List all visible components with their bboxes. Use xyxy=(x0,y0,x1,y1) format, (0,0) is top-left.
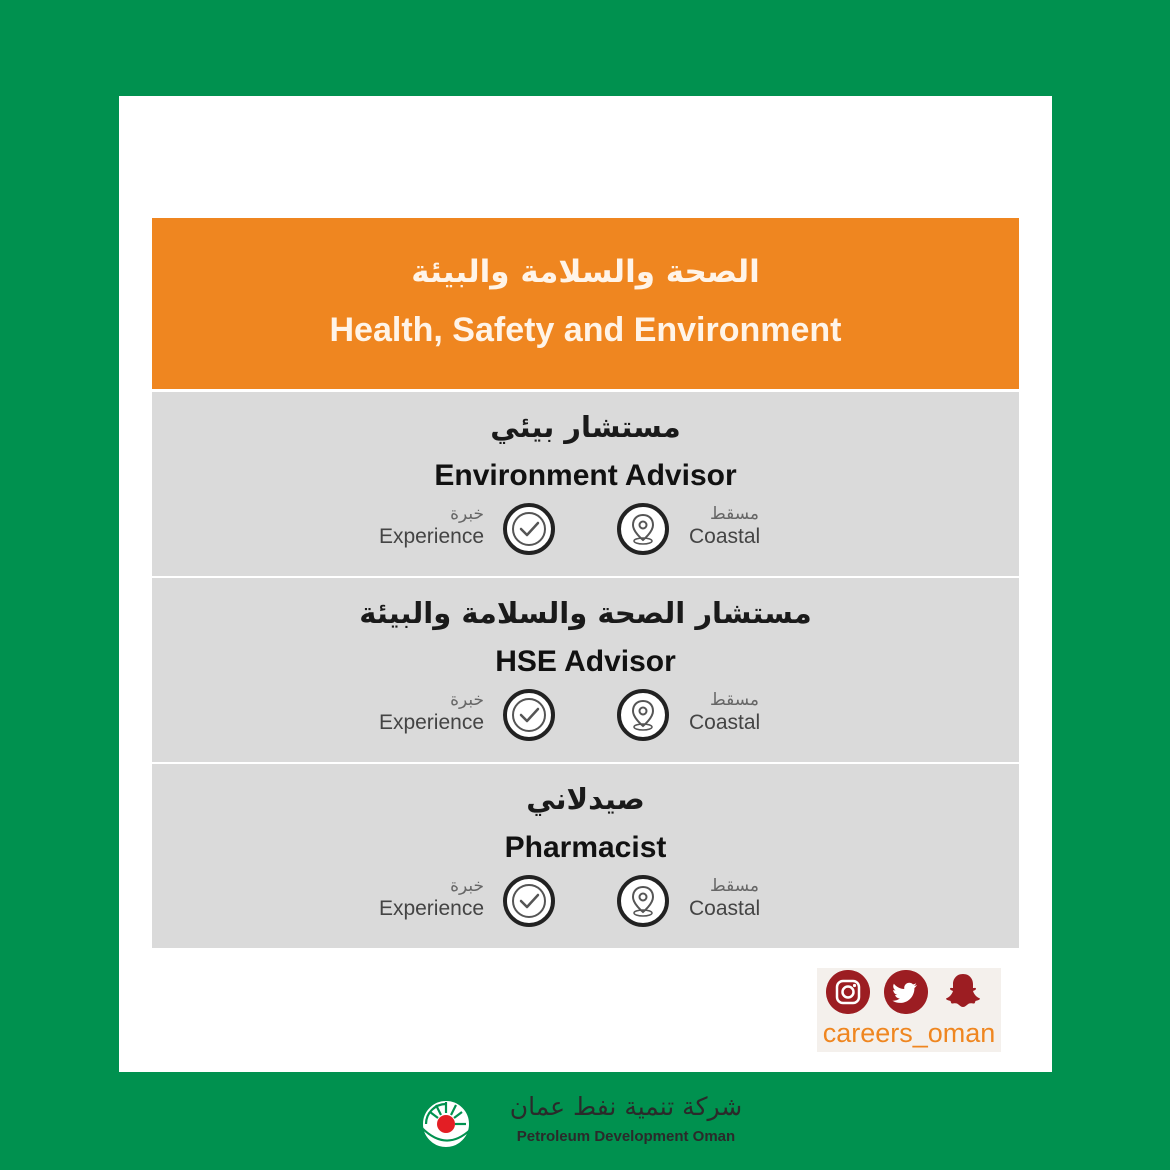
snapchat-icon[interactable] xyxy=(941,970,985,1014)
check-circle-icon xyxy=(502,502,556,556)
job-title-english: Environment Advisor xyxy=(434,459,737,492)
experience-label xyxy=(284,876,484,922)
job-card xyxy=(152,578,1019,762)
location-label-arabic: مسقط xyxy=(709,690,759,710)
experience-label-arabic: خبرة xyxy=(450,876,484,896)
location-label xyxy=(689,876,889,922)
instagram-icon[interactable] xyxy=(826,970,870,1014)
job-card xyxy=(152,392,1019,576)
job-title-arabic: مستشار بيئي xyxy=(490,410,681,444)
company-logo xyxy=(418,1092,758,1152)
pdo-logo-mark-icon xyxy=(418,1092,480,1152)
job-title-arabic: صيدلاني xyxy=(526,782,645,816)
experience-label-english: Experience xyxy=(378,897,484,920)
location-label-english: Coastal xyxy=(689,525,761,548)
job-title-english: HSE Advisor xyxy=(495,645,676,678)
experience-label xyxy=(284,504,484,550)
twitter-icon[interactable] xyxy=(884,970,928,1014)
location-label xyxy=(689,504,889,550)
map-pin-icon xyxy=(616,502,670,556)
social-media-box xyxy=(817,968,1001,1052)
section-title-arabic: الصحة والسلامة والبيئة xyxy=(411,254,760,290)
map-pin-icon xyxy=(616,874,670,928)
job-card xyxy=(152,764,1019,948)
location-label-english: Coastal xyxy=(689,711,761,734)
section-header xyxy=(152,218,1019,389)
section-title-english: Health, Safety and Environment xyxy=(329,311,842,349)
social-icons xyxy=(817,970,1001,1016)
location-label-arabic: مسقط xyxy=(709,504,759,524)
company-name-arabic: شركة تنمية نفط عمان xyxy=(509,1092,743,1121)
job-title-english: Pharmacist xyxy=(504,831,667,864)
experience-label-arabic: خبرة xyxy=(450,690,484,710)
job-title-arabic: مستشار الصحة والسلامة والبيئة xyxy=(359,596,812,630)
location-label-arabic: مسقط xyxy=(709,876,759,896)
experience-label-english: Experience xyxy=(378,525,484,548)
experience-label-english: Experience xyxy=(378,711,484,734)
social-handle[interactable]: careers_oman xyxy=(822,1018,996,1048)
location-label-english: Coastal xyxy=(689,897,761,920)
check-circle-icon xyxy=(502,688,556,742)
experience-label-arabic: خبرة xyxy=(450,504,484,524)
check-circle-icon xyxy=(502,874,556,928)
experience-label xyxy=(284,690,484,736)
map-pin-icon xyxy=(616,688,670,742)
location-label xyxy=(689,690,889,736)
company-name-english: Petroleum Development Oman xyxy=(516,1128,736,1145)
